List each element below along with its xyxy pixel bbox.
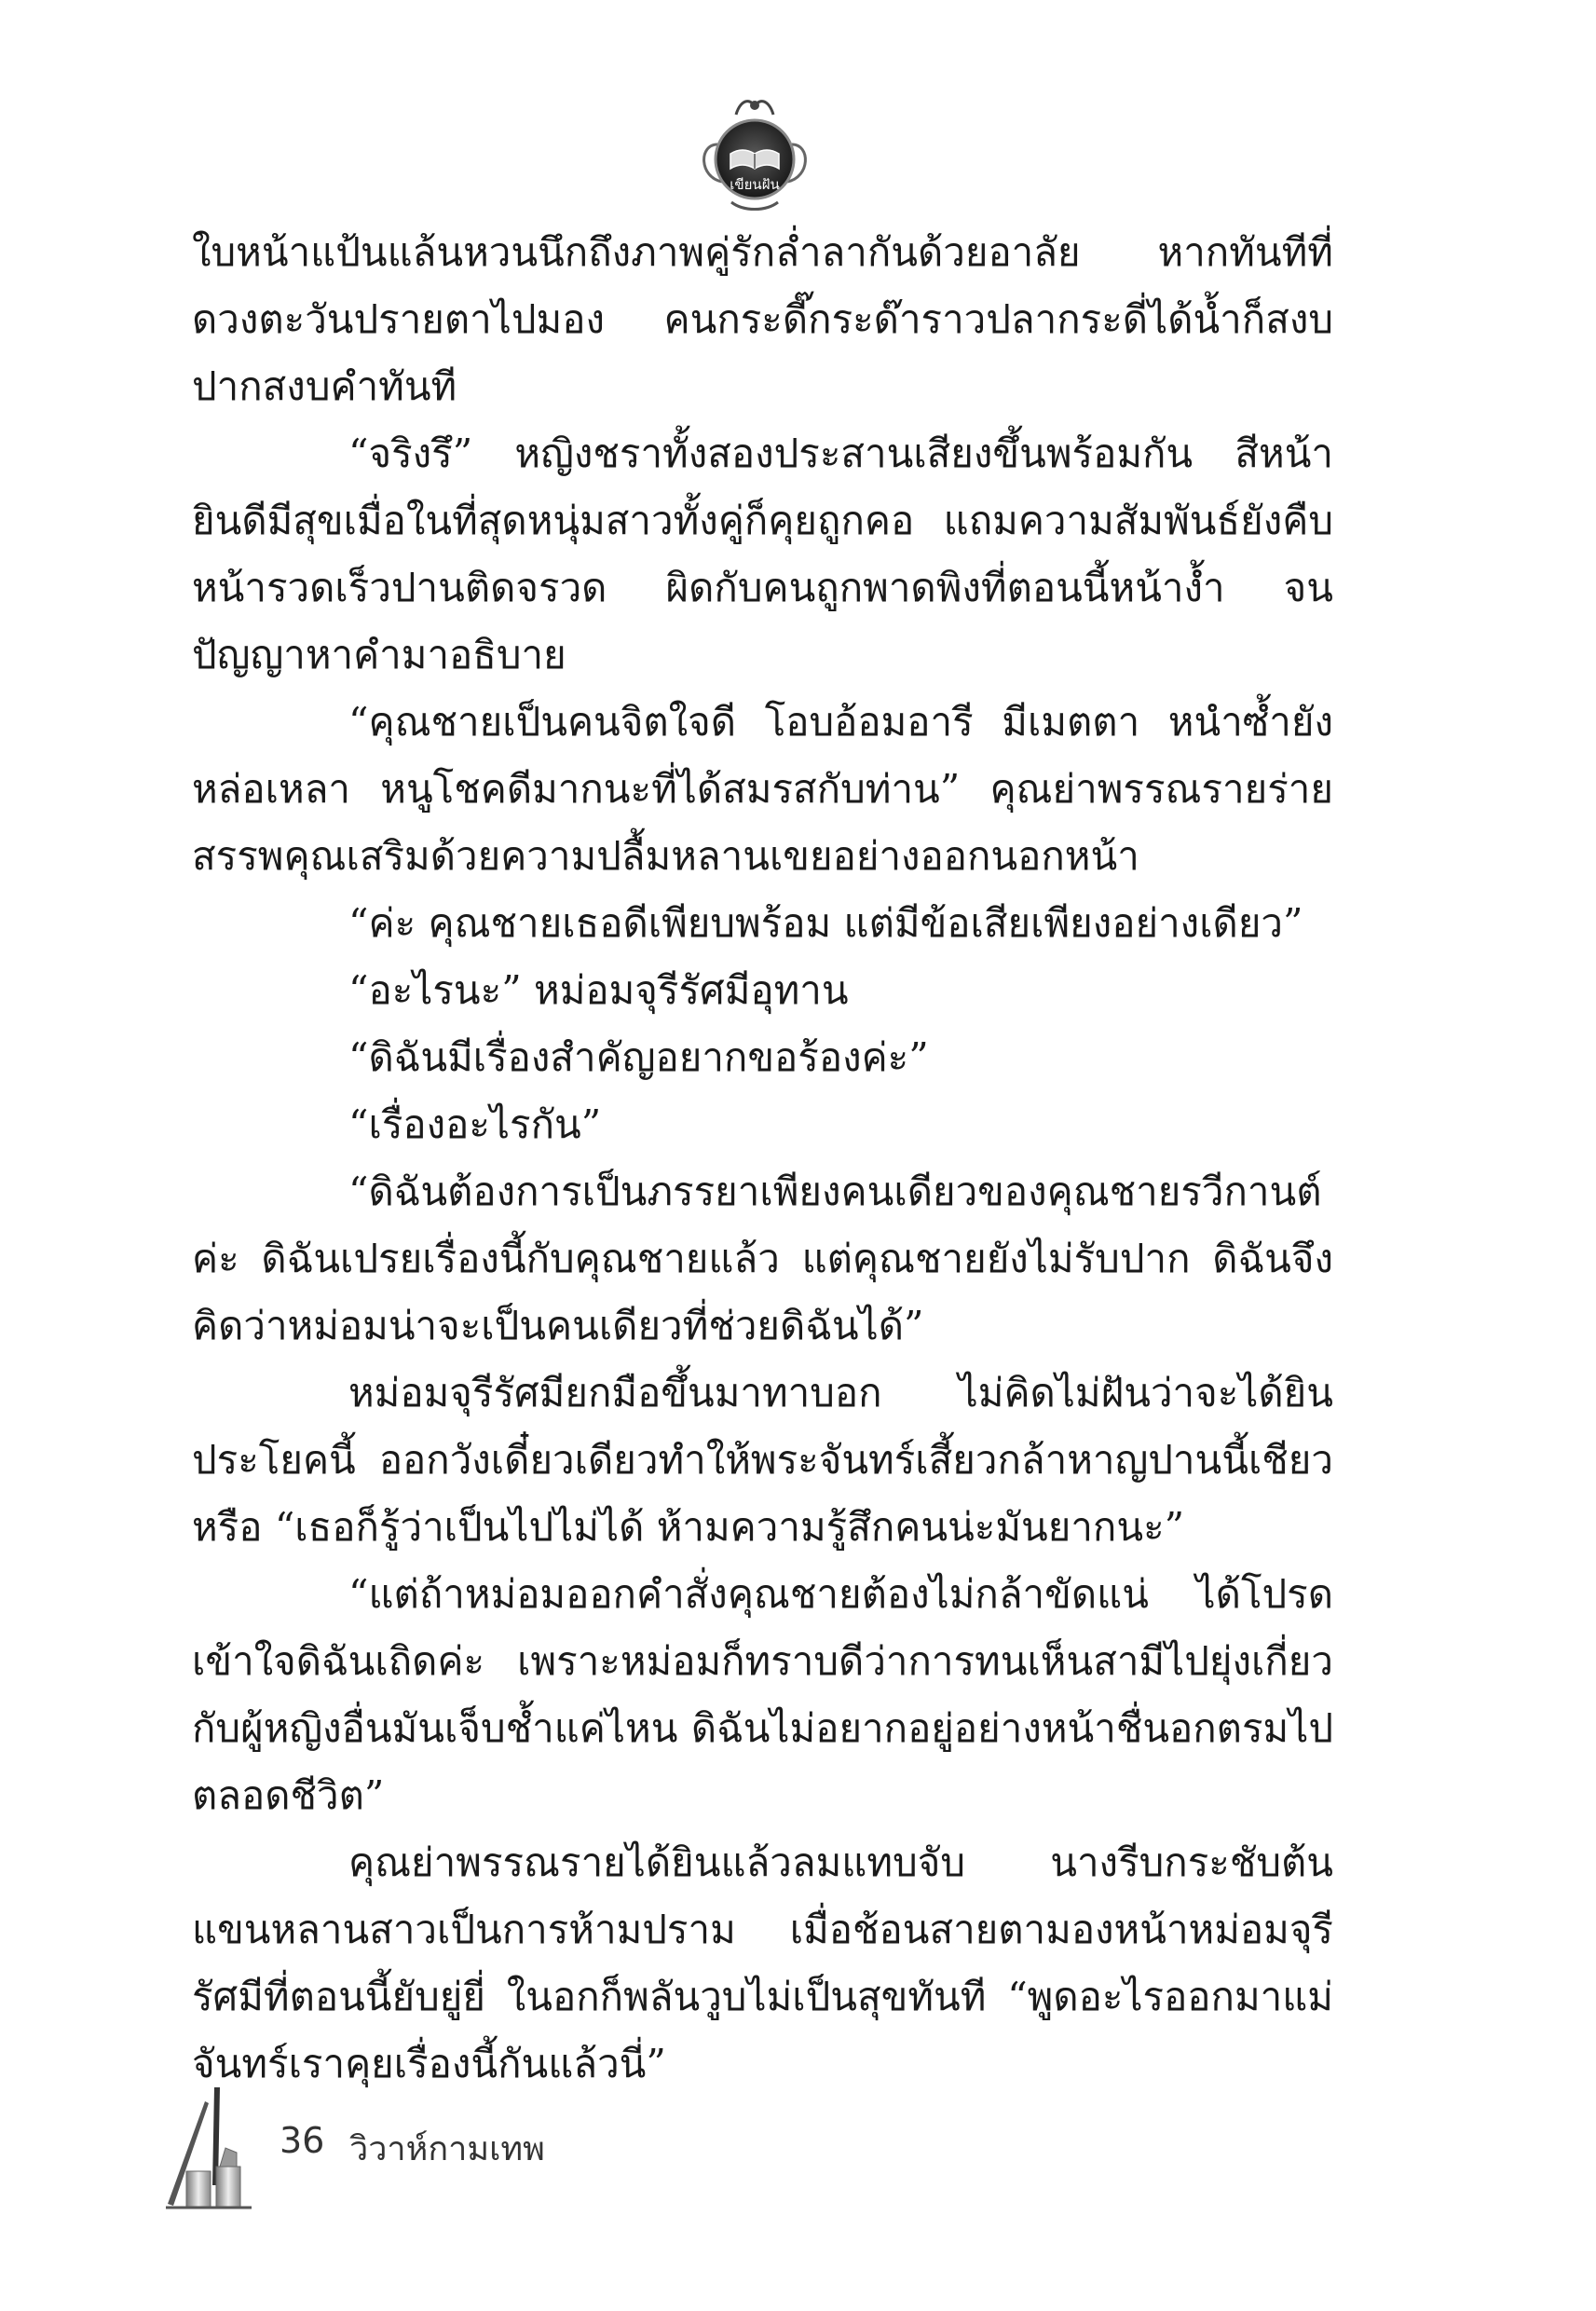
- body-text: [192, 219, 1333, 2098]
- paragraph: คุณย่าพรรณรายได้ยินแล้วลมแทบจับ นางรีบกระชับต้นแขนหลานสาวเป็นการห้ามปราม เมื่อช้อนสายตามองหน้าหม่อมจุรีรัศมีที่ตอนนี้ยับยู่ยี่ ในอกก็พลันวูบไม่เป็นสุขทันที “พูดอะไรออกมาแม่จันทร์เราคุยเรื่องนี้กันแล้วนี่”: [192, 1839, 1333, 2086]
- logo-text: เขียนฝัน: [730, 176, 780, 193]
- lipstick-icon: [158, 2083, 270, 2213]
- paragraph: “แต่ถ้าหม่อมออกคำสั่งคุณชายต้องไม่กล้าขัดแน่ ได้โปรดเข้าใจดิฉันเถิดค่ะ เพราะหม่อมก็ทราบดีว่าการทนเห็นสามีไปยุ่งเกี่ยวกับผู้หญิงอื่นมันเจ็บช้ำแค่ไหน ดิฉันไม่อยากอยู่อย่างหน้าชื่นอกตรมไปตลอดชีวิต”: [192, 1571, 1333, 1818]
- paragraph: “ดิฉันมีเรื่องสำคัญอยากขอร้องค่ะ”: [348, 1034, 929, 1080]
- book-title: วิวาห์กามเทพ: [349, 2130, 545, 2168]
- paragraph: “คุณชายเป็นคนจิตใจดี โอบอ้อมอารี มีเมตตา หนำซ้ำยังหล่อเหลา หนูโชคดีมากนะที่ได้สมรสกับท่าน” คุณย่าพรรณรายร่ายสรรพคุณเสริมด้วยความปลื้มหลานเขยอย่างออกนอกหน้า: [192, 699, 1333, 879]
- page-footer: [158, 2083, 717, 2213]
- paragraph: ใบหน้าแป้นแล้นหวนนึกถึงภาพคู่รักล่ำลากันด้วยอาลัย หากทันทีที่ดวงตะวันปรายตาไปมอง คนกระดี๊กระด๊าราวปลากระดี่ได้น้ำก็สงบปากสงบคำทันที: [192, 229, 1333, 409]
- page-number: 36: [280, 2120, 325, 2161]
- paragraph: “อะไรนะ” หม่อมจุรีรัศมีอุทาน: [348, 967, 849, 1013]
- paragraph: หม่อมจุรีรัศมียกมือขึ้นมาทาบอก ไม่คิดไม่ฝันว่าจะได้ยินประโยคนี้ ออกวังเดี๋ยวเดียวทำให้พระจันทร์เสี้ยวกล้าหาญปานนี้เชียวหรือ “เธอก็รู้ว่าเป็นไปไม่ได้ ห้ามความรู้สึกคนน่ะมันยากนะ”: [192, 1370, 1333, 1550]
- paragraph: “จริงรึ” หญิงชราทั้งสองประสานเสียงขึ้นพร้อมกัน สีหน้ายินดีมีสุขเมื่อในที่สุดหนุ่มสาวทั้งคู่ก็คุยถูกคอ แถมความสัมพันธ์ยังคืบหน้ารวดเร็วปานติดจรวด ผิดกับคนถูกพาดพิงที่ตอนนี้หน้าง้ำ จนปัญญาหาคำมาอธิบาย: [192, 431, 1333, 677]
- paragraph: “ดิฉันต้องการเป็นภรรยาเพียงคนเดียวของคุณชายรวีกานต์ค่ะ ดิฉันเปรยเรื่องนี้กับคุณชายแล้ว แต่คุณชายยังไม่รับปาก ดิฉันจึงคิดว่าหม่อมน่าจะเป็นคนเดียวที่ช่วยดิฉันได้”: [192, 1169, 1333, 1348]
- publisher-logo: [689, 89, 820, 219]
- paragraph: “เรื่องอะไรกัน”: [348, 1101, 602, 1147]
- paragraph: “ค่ะ คุณชายเธอดีเพียบพร้อม แต่มีข้อเสียเพียงอย่างเดียว”: [348, 900, 1303, 946]
